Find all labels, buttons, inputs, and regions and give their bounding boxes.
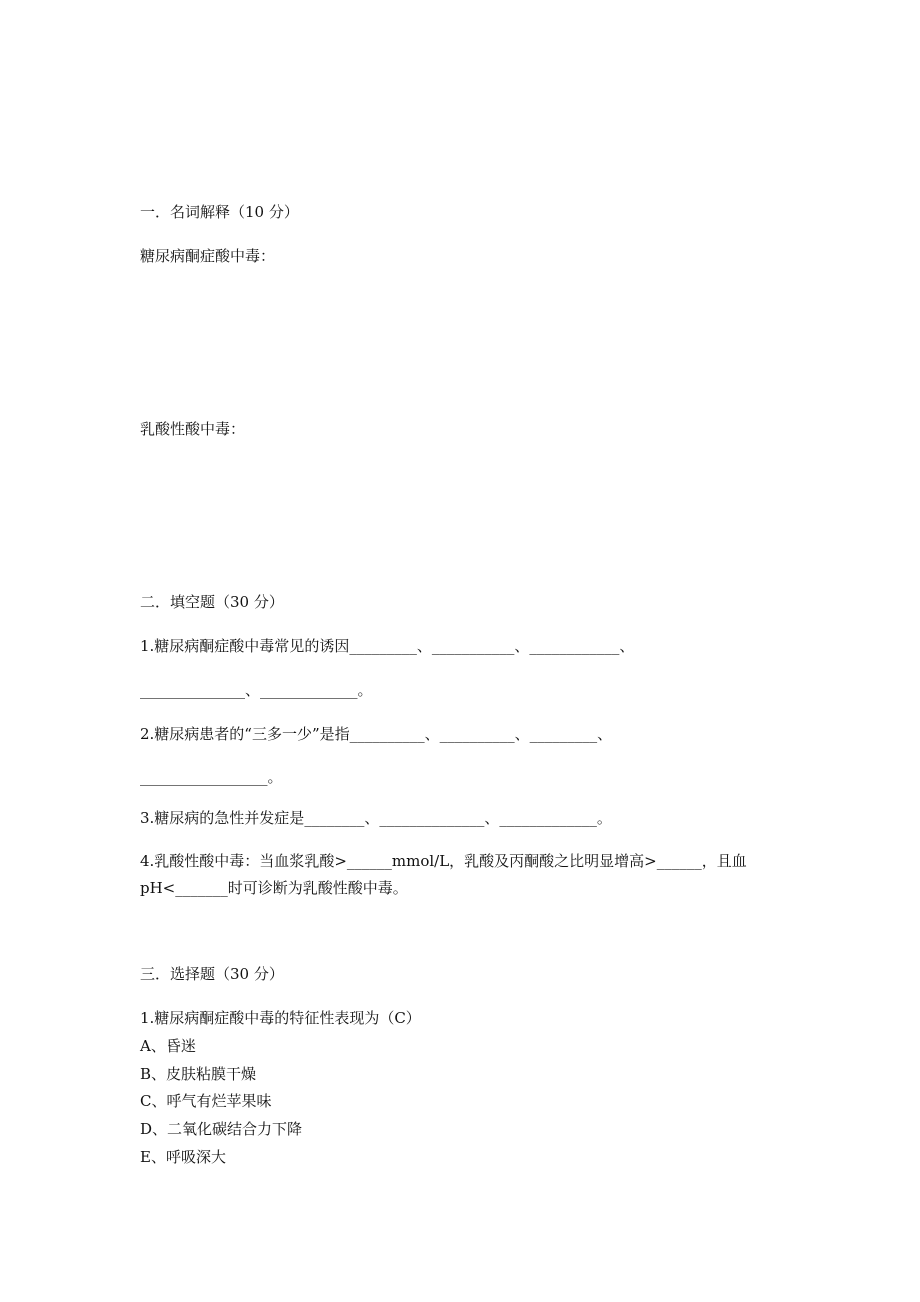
- section1-heading: 一．名词解释（10 分）: [140, 203, 299, 221]
- fill-q1-line1: 1.糖尿病酮症酸中毒常见的诱因_________、___________、____________、: [140, 637, 635, 655]
- choice-option-c: C、呼气有烂苹果味: [140, 1092, 272, 1110]
- fill-q2-line1: 2.糖尿病患者的“三多一少”是指__________、__________、_________、: [140, 725, 613, 743]
- fill-q1-line2: ______________、_____________。: [140, 681, 373, 699]
- fill-q3: 3.糖尿病的急性并发症是________、______________、_____________。: [140, 809, 612, 827]
- fill-q4-line2: pH<_______时可诊断为乳酸性酸中毒。: [140, 879, 408, 897]
- section3-heading: 三．选择题（30 分）: [140, 965, 284, 983]
- term-dka: 糖尿病酮症酸中毒：: [140, 247, 276, 265]
- section2-heading: 二．填空题（30 分）: [140, 593, 284, 611]
- choice-q1: 1.糖尿病酮症酸中毒的特征性表现为（C）: [140, 1009, 421, 1027]
- term-lactic-acidosis: 乳酸性酸中毒：: [140, 420, 246, 438]
- choice-option-e: E、呼吸深大: [140, 1148, 226, 1166]
- fill-q4-line1: 4.乳酸性酸中毒：当血浆乳酸>______mmol/L，乳酸及丙酮酸之比明显增高>______，且血: [140, 852, 747, 870]
- choice-option-d: D、二氧化碳结合力下降: [140, 1120, 303, 1138]
- choice-option-a: A、昏迷: [140, 1037, 196, 1055]
- fill-q2-line2: _________________。: [140, 768, 283, 786]
- choice-option-b: B、皮肤粘膜干燥: [140, 1065, 257, 1083]
